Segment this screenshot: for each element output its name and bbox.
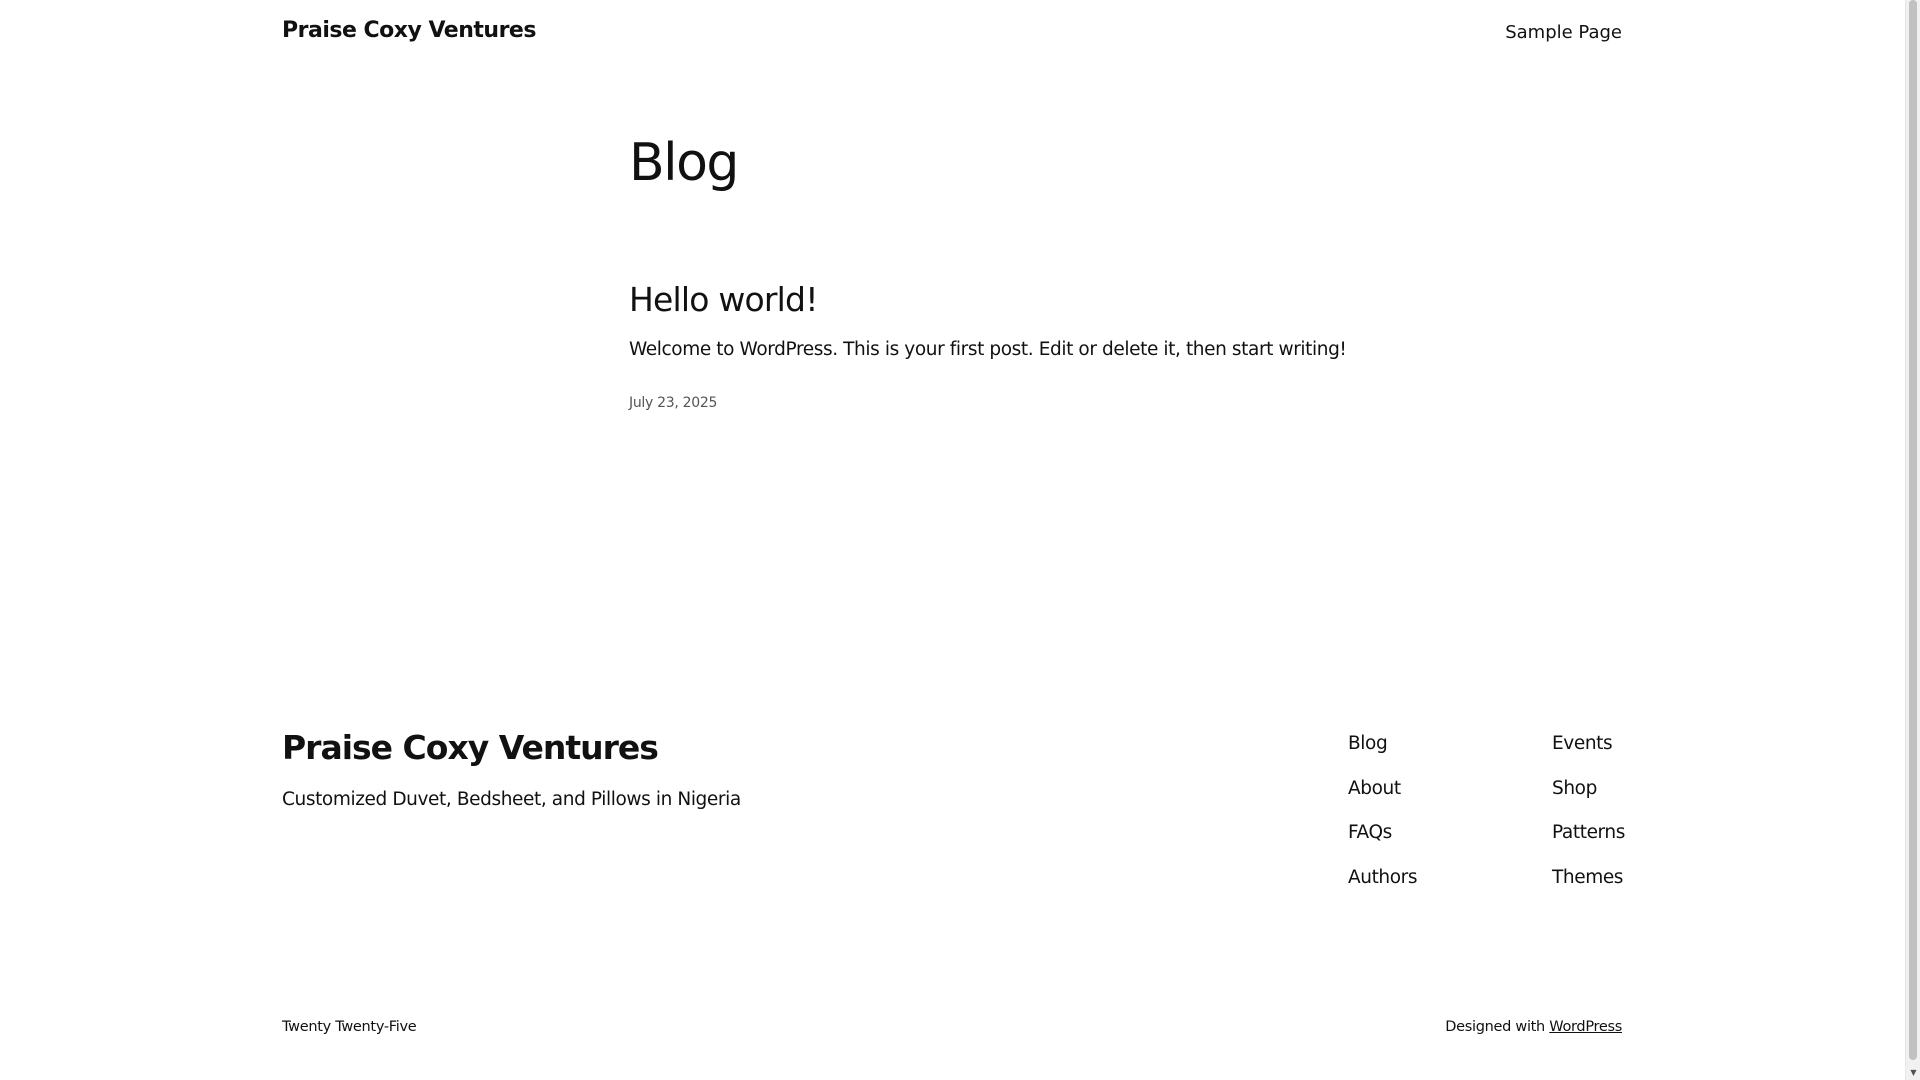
footer-link-events[interactable]: Events: [1552, 733, 1613, 754]
nav-item-sample-page[interactable]: Sample Page: [1505, 22, 1622, 43]
scroll-down-arrow-icon[interactable]: ▼: [1910, 1068, 1917, 1077]
footer-link-themes[interactable]: Themes: [1552, 866, 1624, 888]
footer-site-title-link[interactable]: Praise Coxy Ventures: [282, 728, 658, 767]
footer-tagline: Customized Duvet, Bedsheet, and Pillows in Nigeria: [282, 789, 741, 810]
vertical-scrollbar[interactable]: [1905, 0, 1920, 1080]
footer-link-about[interactable]: About: [1348, 777, 1401, 799]
footer-nav-column-1: [1348, 733, 1417, 911]
scrollbar-thumb[interactable]: [1909, 0, 1917, 1060]
footer-link-patterns[interactable]: Patterns: [1552, 822, 1625, 843]
theme-credit: Twenty Twenty-Five: [282, 1019, 417, 1035]
post-date[interactable]: July 23, 2025: [629, 395, 718, 411]
footer-link-shop[interactable]: Shop: [1552, 777, 1597, 799]
page-title: Blog: [629, 133, 738, 193]
designed-with-credit: [1445, 1019, 1622, 1035]
footer-link-blog[interactable]: Blog: [1348, 733, 1388, 754]
designed-with-text: Designed with: [1445, 1019, 1545, 1035]
wordpress-link[interactable]: WordPress: [1549, 1019, 1622, 1035]
footer-link-faqs[interactable]: FAQs: [1348, 822, 1392, 843]
post-excerpt: Welcome to WordPress. This is your first post. Edit or delete it, then start writing!: [629, 339, 1347, 360]
post-title-link[interactable]: Hello world!: [629, 280, 818, 319]
footer-nav-column-2: [1552, 733, 1625, 911]
site-title-link[interactable]: Praise Coxy Ventures: [282, 18, 536, 43]
footer-link-authors[interactable]: Authors: [1348, 866, 1418, 888]
